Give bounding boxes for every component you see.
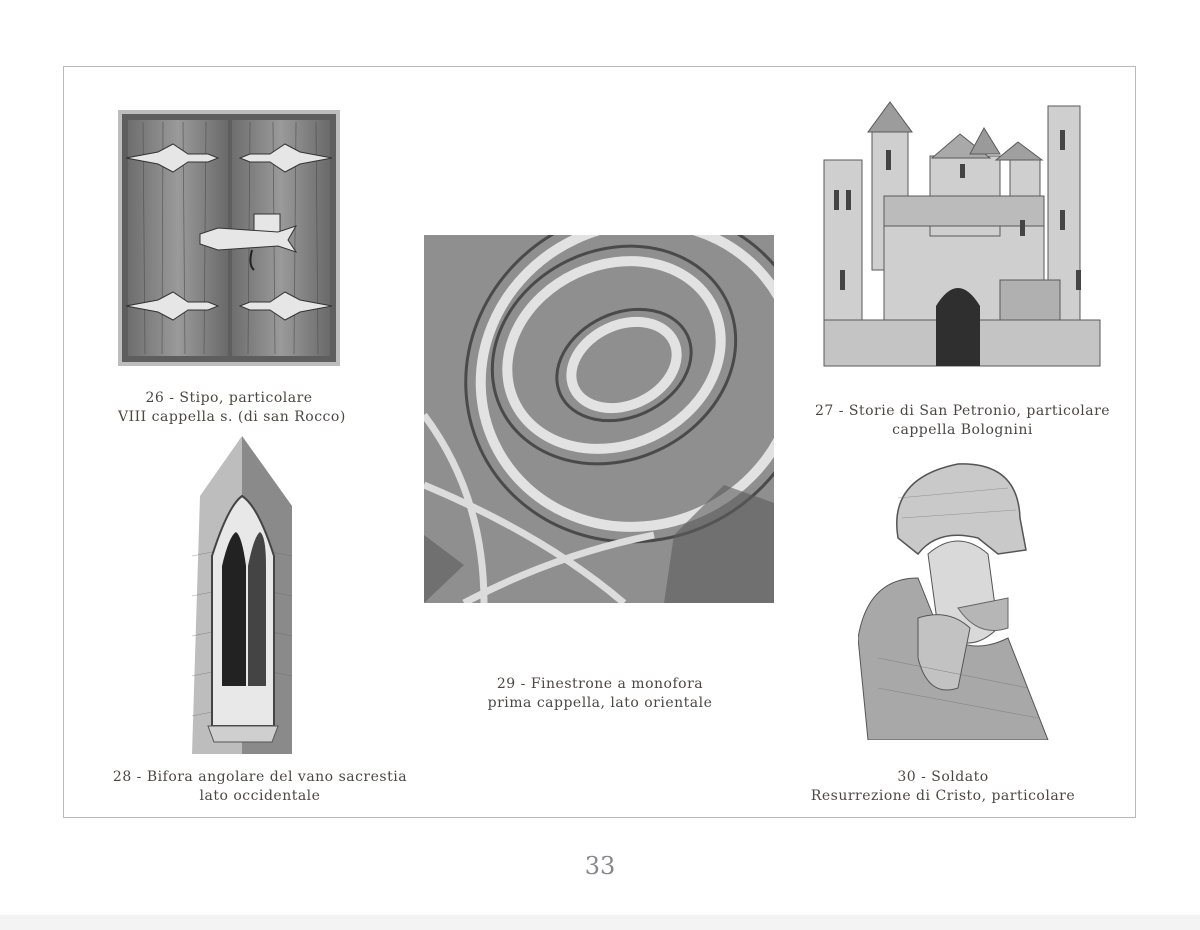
figure-caption-29-line1: 29 - Finestrone a monofora — [496, 676, 704, 692]
figure-caption-29-line2: prima cappella, lato orientale — [487, 695, 713, 711]
figure-caption-27 — [800, 402, 1125, 440]
tracery-window-drawing — [424, 235, 774, 603]
cabinet-door-drawing — [118, 110, 340, 366]
castle-drawing — [820, 100, 1105, 370]
figure-caption-26-line2: VIII cappella s. (di san Rocco) — [118, 409, 346, 425]
soldier-sculpture-drawing — [858, 458, 1058, 740]
figure-caption-26-line1: 26 - Stipo, particolare — [145, 390, 313, 406]
page-bottom-band — [0, 915, 1200, 930]
figure-caption-26 — [118, 389, 346, 427]
figure-caption-30-line2: Resurrezione di Cristo, particolare — [810, 788, 1076, 804]
figure-caption-29 — [440, 675, 760, 713]
figure-caption-28 — [100, 768, 420, 806]
gothic-window-drawing — [162, 436, 312, 754]
figure-caption-30 — [790, 768, 1096, 806]
figure-caption-28-line2: lato occidentale — [199, 788, 321, 804]
figure-caption-30-line1: 30 - Soldato — [897, 769, 989, 785]
figure-caption-27-line2: cappella Bolognini — [892, 422, 1033, 438]
figure-caption-27-line1: 27 - Storie di San Petronio, particolare — [814, 403, 1111, 419]
page-number: 33 — [584, 852, 616, 880]
figure-caption-28-line1: 28 - Bifora angolare del vano sacrestia — [112, 769, 408, 785]
